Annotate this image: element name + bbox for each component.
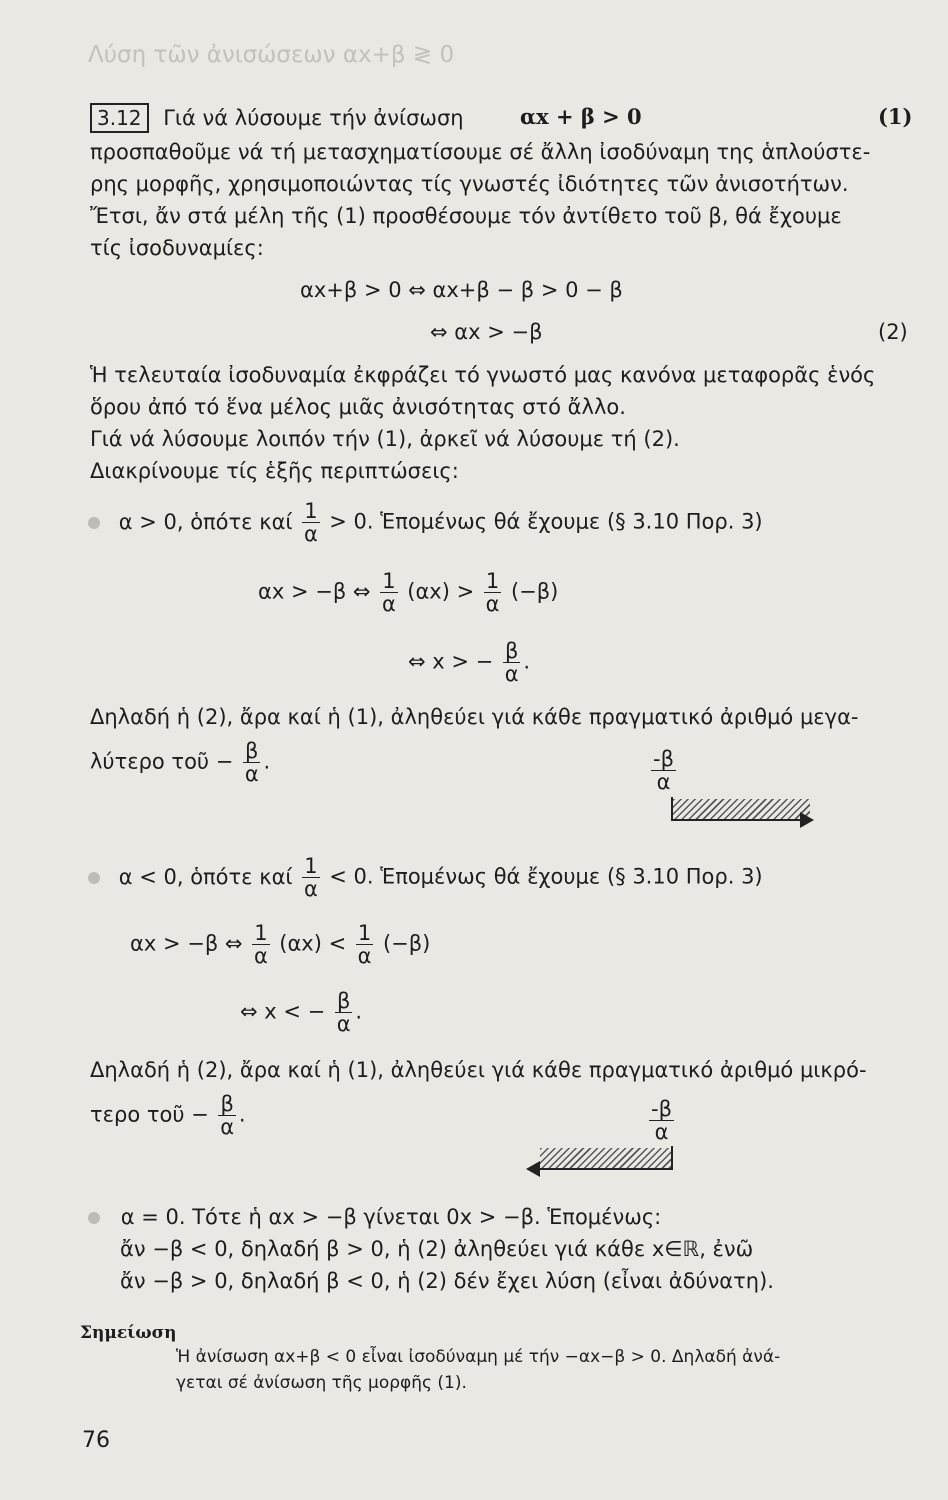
ghost-header-title: Λύση τῶν ἀνισώσεων αx+β ≷ 0 [88, 42, 455, 68]
equivalence-line-1: αx+β > 0 ⇔ αx+β − β > 0 − β [300, 278, 623, 302]
paragraph-line: Ἔτσι, ἄν στά μέλη τῆς (1) προσθέσουμε τόν ἀντίθετο τοῦ β, θά ἔχουμε [90, 204, 842, 228]
case-1-condition: α > 0, ὁπότε καί $\frac{1}{\alpha}$ > 0. Ἑπομένως θά ἔχουμε (§ 3.10 Πορ. 3) [88, 500, 763, 545]
case-1-conclusion: Δηλαδή ἡ (2), ἄρα καί ἡ (1), ἀληθεύει γιά κάθε πραγματικό ἀριθμό μεγα- [90, 705, 859, 729]
note-line-1: Ἡ ἀνίσωση αx+β < 0 εἶναι ἰσοδύναμη μέ τήν −αx−β > 0. Δηλαδή ἀνά- [176, 1347, 781, 1367]
solution-region-right [673, 799, 810, 819]
arrow-left-icon [526, 1161, 540, 1177]
axis-tick [671, 1146, 673, 1170]
paragraph-line: ὅρου ἀπό τό ἕνα μέλος μιᾶς ἀνισότητας στό ἄλλο. [90, 395, 626, 419]
bullet-icon [88, 872, 100, 884]
arrow-right-icon [800, 812, 814, 828]
equation-tag-2: (2) [878, 320, 908, 344]
section-heading-line [90, 103, 464, 133]
page-number: 76 [82, 1428, 110, 1453]
intro-text: Γιά νά λύσουμε τήν ἀνίσωση [163, 106, 464, 130]
main-inequality: αx + β > 0 [520, 104, 642, 129]
case-1-equation-1: αx > −β ⇔ $\frac{1}{\alpha}$ (αx) > $\frac{1}{\alpha}$ (−β) [258, 569, 559, 616]
axis-label-2: $\frac{-\beta}{\alpha}$ [651, 1097, 672, 1144]
paragraph-line: Διακρίνουμε τίς ἑξῆς περιπτώσεις: [90, 459, 459, 483]
case-2-conclusion: Δηλαδή ἡ (2), ἄρα καί ἡ (1), ἀληθεύει γιά κάθε πραγματικό ἀριθμό μικρό- [90, 1058, 867, 1082]
note-heading: Σημείωση [80, 1323, 177, 1343]
number-line-1 [671, 819, 811, 821]
equivalence-line-2: ⇔ αx > −β [430, 320, 543, 344]
paragraph-line: προσπαθοῦμε νά τή μετασχηματίσουμε σέ ἄλλη ἰσοδύναμη της ἁπλούστε- [90, 140, 871, 164]
solution-region-left [540, 1148, 671, 1168]
number-line-2 [536, 1168, 673, 1170]
bullet-icon [88, 517, 100, 529]
case-3-line-1: α = 0. Τότε ἡ αx > −β γίνεται 0x > −β. Ἑπομένως: [88, 1205, 661, 1229]
paragraph-line: Ἡ τελευταία ἰσοδυναμία ἐκφράζει τό γνωστό μας κανόνα μεταφορᾶς ἑνός [90, 363, 876, 387]
paragraph-line: τίς ἰσοδυναμίες: [90, 236, 264, 260]
case-2-condition: α < 0, ὁπότε καί $\frac{1}{\alpha}$ < 0. Ἑπομένως θά ἔχουμε (§ 3.10 Πορ. 3) [88, 855, 763, 900]
bullet-icon [88, 1212, 100, 1224]
equation-tag-1: (1) [878, 104, 913, 129]
case-3-line-3: ἄν −β > 0, δηλαδή β < 0, ἡ (2) δέν ἔχει λύση (εἶναι ἀδύνατη). [120, 1269, 774, 1293]
case-2-equation-2: ⇔ x < − $\frac{\beta}{\alpha}$ . [240, 989, 363, 1036]
case-2-conclusion-2: τερο τοῦ − $\frac{\beta}{\alpha}$ . [90, 1092, 246, 1139]
case-1-conclusion-2: λύτερο τοῦ − $\frac{\beta}{\alpha}$ . [90, 739, 271, 786]
case-2-equation-1: αx > −β ⇔ $\frac{1}{\alpha}$ (αx) < $\frac{1}{\alpha}$ (−β) [130, 921, 431, 968]
section-number: 3.12 [90, 103, 149, 133]
paragraph-line: ρης μορφῆς, χρησιμοποιώντας τίς γνωστές ἰδιότητες τῶν ἀνισοτήτων. [90, 172, 849, 196]
note-line-2: γεται σέ ἀνίσωση τῆς μορφῆς (1). [176, 1373, 467, 1393]
paragraph-line: Γιά νά λύσουμε λοιπόν τήν (1), ἀρκεῖ νά λύσουμε τή (2). [90, 427, 680, 451]
case-3-line-2: ἄν −β < 0, δηλαδή β > 0, ἡ (2) ἀληθεύει γιά κάθε x∈ℝ, ἐνῶ [120, 1237, 754, 1261]
case-1-equation-2: ⇔ x > − $\frac{\beta}{\alpha}$ . [408, 639, 531, 686]
axis-label-1: $\frac{-\beta}{\alpha}$ [653, 747, 674, 794]
